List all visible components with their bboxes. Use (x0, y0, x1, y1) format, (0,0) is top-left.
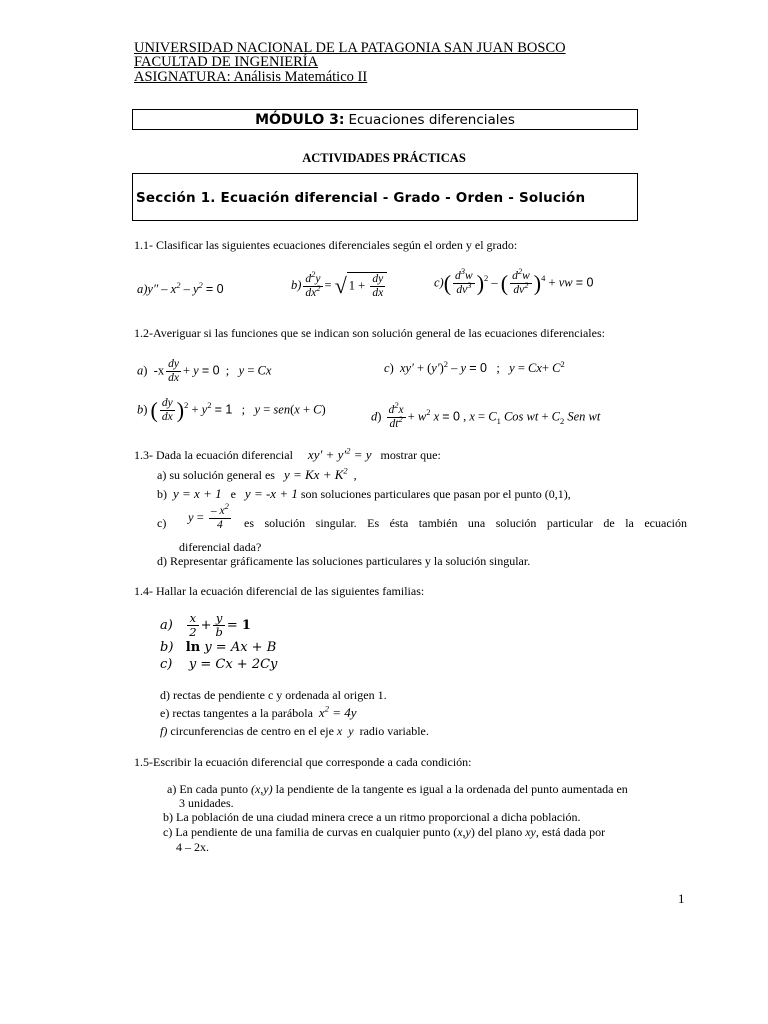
ex4-eq-c: c) y = Cx + 2Cy (160, 657, 278, 672)
ex3-b: b) y = x + 1 e y = -x + 1 son soluciones particulares que pasan por el punto (0,1), (157, 486, 571, 501)
ex5-prompt: 1.5-Escribir la ecuación diferencial que corresponde a cada condición: (134, 755, 472, 769)
ex4-prompt: 1.4- Hallar la ecuación diferencial de las siguientes familias: (134, 584, 425, 598)
ex5-c: c) La pendiente de una familia de curvas en cualquier punto (x,y) del plano xy, está dada por (163, 825, 606, 839)
ex1-prompt: 1.1- Clasificar las siguientes ecuaciones diferenciales según el orden y el grado: (134, 238, 518, 252)
ex2-eq-c: c) $xy' + (y')^2 - y = 0$ ; $y = Cx+ C^2$ (384, 358, 565, 375)
ex3-c-label: c) (157, 516, 167, 530)
ex4-d: d) rectas de pendiente c y ordenada al origen 1. (160, 688, 387, 702)
ex2-prompt: 1.2-Averiguar si las funciones que se indican son solución general de las ecuaciones diferenciales: (134, 326, 605, 340)
ex3-c-text-2: diferencial dada? (179, 540, 262, 554)
ex4-f: f) circunferencias de centro en el eje x y radio variable. (160, 724, 429, 738)
ex5-c-cont: 4 – 2x. (176, 840, 209, 854)
ex1-eq-a: $a)y'' - x^2 - y^2 = 0$ (137, 279, 224, 296)
ex3-d: d) Representar gráficamente las soluciones particulares y la solución singular. (157, 554, 531, 568)
ex3-a: a) su solución general es $y = Kx + K^2$ , (157, 465, 357, 482)
module-title-box (132, 109, 638, 130)
ex4-e: e) rectas tangentes a la parábola $x^2 = 4y$ (160, 703, 357, 720)
ex5-a-cont: 3 unidades. (179, 796, 234, 810)
ex5-b: b) La población de una ciudad minera crece a un ritmo proporcional a dicha población. (163, 810, 581, 824)
ex1-eq-b: b) $\frac{d^2y}{dx^2}$ = √ 1 + $\frac{dy}{dx}$ (291, 272, 387, 300)
section-box (132, 173, 638, 221)
ex3-c-eq: y = $\frac{- x^2}{4}$ (188, 501, 229, 531)
module-title: MÓDULO 3: Ecuaciones diferenciales (255, 112, 515, 128)
ex2-eq-b: b) ( $\frac{dy}{dx}$ )$^2 + y^2 = 1$ ; y = sen(x + C) (137, 397, 326, 423)
subject-name: ASIGNATURA: Análisis Matemático II (134, 69, 368, 85)
ex3-c-text: es solución singular. Es ésta también una solución particular de la ecuación (244, 516, 687, 530)
ex1-eq-c: c)( $\frac{d^3w}{dv^3}$ )$^2$ – ( $\frac{d^2w}{dv^2}$ )$^4$ + vw = 0 (434, 266, 594, 296)
activities-title: ACTIVIDADES PRÁCTICAS (302, 151, 466, 165)
page-number: 1 (678, 891, 685, 906)
ex3-prompt: 1.3- Dada la ecuación diferencial $xy' + y'^2 = y$ mostrar que: (134, 445, 441, 462)
section-title: Sección 1. Ecuación diferencial - Grado - Orden - Solución (136, 190, 586, 206)
ex5-a: a) En cada punto (x,y) la pendiente de la tangente es igual a la ordenada del punto aumentada en (167, 782, 628, 796)
ex4-eq-a: a) $\frac{x}{2}$ + $\frac{y}{b}$ = 1 (160, 611, 251, 639)
ex2-eq-d: d) $\frac{d^2x}{dt^2}$ + $w^2$ x = 0 , $x = C_1$ Cos wt + $C_2$ Sen wt (371, 400, 601, 430)
ex2-eq-a: a) -x $\frac{dy}{dx}$ + y = 0 ; y = Cx (137, 358, 272, 384)
ex4-eq-b: b) ln y = Ax + B (160, 640, 277, 655)
university-name: UNIVERSIDAD NACIONAL DE LA PATAGONIA SAN JUAN BOSCO (134, 40, 566, 56)
faculty-name: FACULTAD DE INGENIERÍA (134, 54, 319, 70)
